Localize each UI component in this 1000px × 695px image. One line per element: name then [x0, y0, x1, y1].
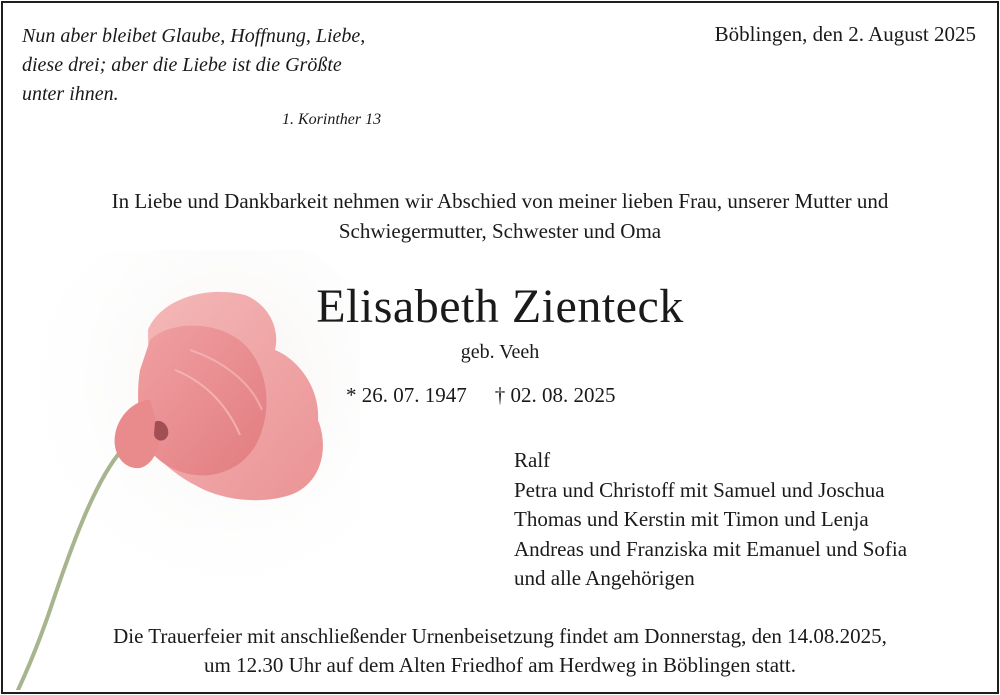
- death-date: † 02. 08. 2025: [494, 383, 616, 407]
- intro-text: [0, 186, 1000, 246]
- mourner-line: Petra und Christoff mit Samuel und Joschua: [514, 477, 885, 502]
- mourner-line: Ralf: [514, 448, 551, 472]
- life-dates: [346, 383, 616, 408]
- deceased-name: Elisabeth Zienteck: [316, 280, 684, 333]
- mourner-line: und alle Angehörigen: [514, 566, 695, 590]
- birth-date: * 26. 07. 1947: [346, 383, 467, 407]
- funeral-line: Die Trauerfeier mit anschließender Urnenbeisetzung findet am Donnerstag, den 14.08.2025,: [113, 624, 887, 648]
- verse-line: Nun aber bleibet Glaube, Hoffnung, Liebe,: [22, 25, 366, 47]
- place-date: Böblingen, den 2. August 2025: [714, 22, 976, 46]
- verse-line: unter ihnen.: [22, 83, 119, 105]
- maiden-name: geb. Veeh: [460, 341, 540, 363]
- mourner-line: Thomas und Kerstin mit Timon und Lenja: [514, 507, 869, 531]
- funeral-info: [0, 622, 1000, 680]
- verse-reference: 1. Korinther 13: [282, 111, 382, 128]
- funeral-line: um 12.30 Uhr auf dem Alten Friedhof am Herdweg in Böblingen statt.: [204, 653, 796, 677]
- intro-line: Schwiegermutter, Schwester und Oma: [338, 219, 662, 243]
- bible-verse: [22, 22, 365, 109]
- verse-line: diese drei; aber die Liebe ist die Größte: [22, 54, 342, 76]
- intro-line: In Liebe und Dankbarkeit nehmen wir Abschied von meiner lieben Frau, unserer Mutter und: [111, 189, 889, 213]
- mourner-line: Andreas und Franziska mit Emanuel und Sofia: [514, 536, 908, 561]
- mourners-list: [514, 446, 907, 594]
